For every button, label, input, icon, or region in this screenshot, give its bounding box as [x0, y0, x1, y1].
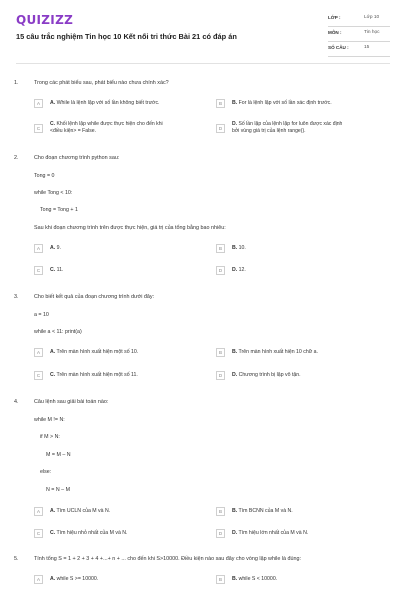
meta-subject-key: MÔN : — [328, 30, 342, 35]
option-letter: A — [34, 348, 43, 357]
option-text: Chương trình bị lặp vô tận. — [238, 372, 301, 378]
code-line: Tong = 0 — [34, 173, 55, 179]
quizizz-logo: QUIZIZZ — [16, 13, 74, 27]
meta-count — [328, 42, 390, 57]
option-a[interactable]: A A. Trên màn hình xuất hiện một số 10. — [34, 346, 204, 360]
worksheet-header — [0, 0, 400, 68]
option-text: Tìm hiệu lớn nhất của M và N. — [238, 530, 309, 536]
option-c[interactable]: C C. Trên màn hình xuất hiện một số 11. — [34, 369, 204, 383]
option-letter: B — [216, 348, 225, 357]
meta-class-key: LỚP : — [328, 15, 341, 20]
option-letter: D — [216, 266, 225, 275]
code-line: while a < 11: print(a) — [34, 329, 82, 335]
option-letter: B — [216, 507, 225, 516]
option-letter: B — [216, 244, 225, 253]
option-text: Tìm UCLN của M và N. — [56, 508, 111, 514]
option-a[interactable]: A A. while S >= 10000. — [34, 573, 204, 587]
option-text-line1: Số lần lặp của lệnh lặp for luôn được xác định — [238, 121, 343, 127]
option-letter: D — [216, 529, 225, 538]
worksheet-title: 15 câu trắc nghiệm Tin học 10 Kết nối tri thức Bài 21 có đáp án — [16, 32, 237, 41]
option-letter: C — [34, 529, 43, 538]
option-letter: C — [34, 371, 43, 380]
option-c[interactable]: C C. Khối lệnh lặp while được thực hiện cho đến khi <điều kiện> = False. — [34, 121, 204, 135]
question-number: 1. — [14, 80, 19, 86]
option-text: Tìm BCNN của M và N. — [238, 508, 293, 514]
question-number: 4. — [14, 399, 19, 405]
option-text: 9. — [56, 245, 61, 251]
option-a[interactable]: A A. While là lệnh lặp với số lần không biết trước. — [34, 97, 204, 111]
question-number: 5. — [14, 556, 19, 562]
meta-count-key: SỐ CÂU : — [328, 45, 349, 50]
option-text: Trên màn hình xuất hiện một số 11. — [56, 372, 138, 378]
option-d[interactable]: D D. Số lần lặp của lệnh lặp for luôn được xác định bởi vùng giá trị của lệnh range(). — [216, 121, 390, 135]
meta-subject — [328, 27, 390, 42]
option-d[interactable]: D D. 12. — [216, 264, 390, 278]
option-letter: D — [216, 124, 225, 133]
meta-subject-value: Tin học — [364, 30, 380, 35]
option-text: while S < 10000. — [238, 576, 278, 582]
question-number: 2. — [14, 155, 19, 161]
option-c[interactable]: C C. Tìm hiệu nhỏ nhất của M và N. — [34, 527, 204, 541]
question-number: 3. — [14, 294, 19, 300]
meta-class — [328, 12, 390, 27]
option-text: 10. — [238, 245, 246, 251]
code-line: a = 10 — [34, 312, 49, 318]
question-text: Cho biết kết quả của đoạn chương trình dưới đây: — [34, 294, 155, 300]
option-text: Trên màn hình xuất hiện 10 chữ a. — [238, 349, 318, 355]
option-letter: C — [34, 124, 43, 133]
option-letter: B — [216, 99, 225, 108]
option-text: While là lệnh lặp với số lần không biết trước. — [56, 100, 160, 106]
option-letter: A — [34, 575, 43, 584]
option-d[interactable]: D D. Tìm hiệu lớn nhất của M và N. — [216, 527, 390, 541]
option-letter: C — [34, 266, 43, 275]
option-b[interactable]: B B. 10. — [216, 242, 390, 256]
code-line: else: — [40, 469, 52, 475]
option-text: 11. — [56, 267, 64, 273]
option-letter: A — [34, 244, 43, 253]
code-line: if M > N: — [40, 434, 60, 440]
code-line: while Tong < 10: — [34, 190, 73, 196]
meta-class-value: Lớp 10 — [364, 15, 380, 20]
meta-count-value: 15 — [364, 45, 370, 50]
question-text: Câu lệnh sau giải bài toán nào: — [34, 399, 109, 405]
option-letter: B — [216, 575, 225, 584]
code-line: N = N – M — [46, 487, 70, 493]
option-text: while S >= 10000. — [56, 576, 99, 582]
option-text: Tìm hiệu nhỏ nhất của M và N. — [56, 530, 128, 536]
question-text: Trong các phát biểu sau, phát biểu nào chưa chính xác? — [34, 80, 169, 86]
header-divider — [16, 63, 390, 64]
option-b[interactable]: B B. while S < 10000. — [216, 573, 390, 587]
option-text: 12. — [238, 267, 246, 273]
option-b[interactable]: B B. Trên màn hình xuất hiện 10 chữ a. — [216, 346, 390, 360]
code-line: M = M – N — [46, 452, 71, 458]
option-d[interactable]: D D. Chương trình bị lặp vô tận. — [216, 369, 390, 383]
option-b[interactable]: B B. For là lệnh lặp với số lần xác định trước. — [216, 97, 390, 111]
question-text: Tính tổng S = 1 + 2 + 3 + 4 +...+ n + ... cho đến khi S>10000. Điều kiện nào sau đây cho vòng lặp while là đúng: — [34, 556, 302, 562]
question-text: Cho đoạn chương trình python sau: — [34, 155, 120, 161]
option-text-line1: Khối lệnh lặp while được thực hiện cho đến khi — [56, 121, 163, 127]
option-text: Trên màn hình xuất hiện một số 10. — [56, 349, 139, 355]
option-text-line2: bởi vùng giá trị của lệnh range(). — [232, 128, 306, 134]
option-a[interactable]: A A. Tìm UCLN của M và N. — [34, 505, 204, 519]
option-text: For là lệnh lặp với số lần xác định trước. — [238, 100, 332, 106]
option-text-line2: <điều kiện> = False. — [50, 128, 97, 134]
option-b[interactable]: B B. Tìm BCNN của M và N. — [216, 505, 390, 519]
option-a[interactable]: A A. 9. — [34, 242, 204, 256]
code-line: while M != N: — [34, 417, 65, 423]
question-followup: Sau khi đoạn chương trình trên được thực hiện, giá trị của tổng bằng bao nhiêu: — [34, 225, 226, 231]
option-letter: A — [34, 99, 43, 108]
option-letter: A — [34, 507, 43, 516]
option-letter: D — [216, 371, 225, 380]
meta-info — [328, 12, 390, 57]
code-line: Tong = Tong + 1 — [40, 207, 78, 213]
option-c[interactable]: C C. 11. — [34, 264, 204, 278]
